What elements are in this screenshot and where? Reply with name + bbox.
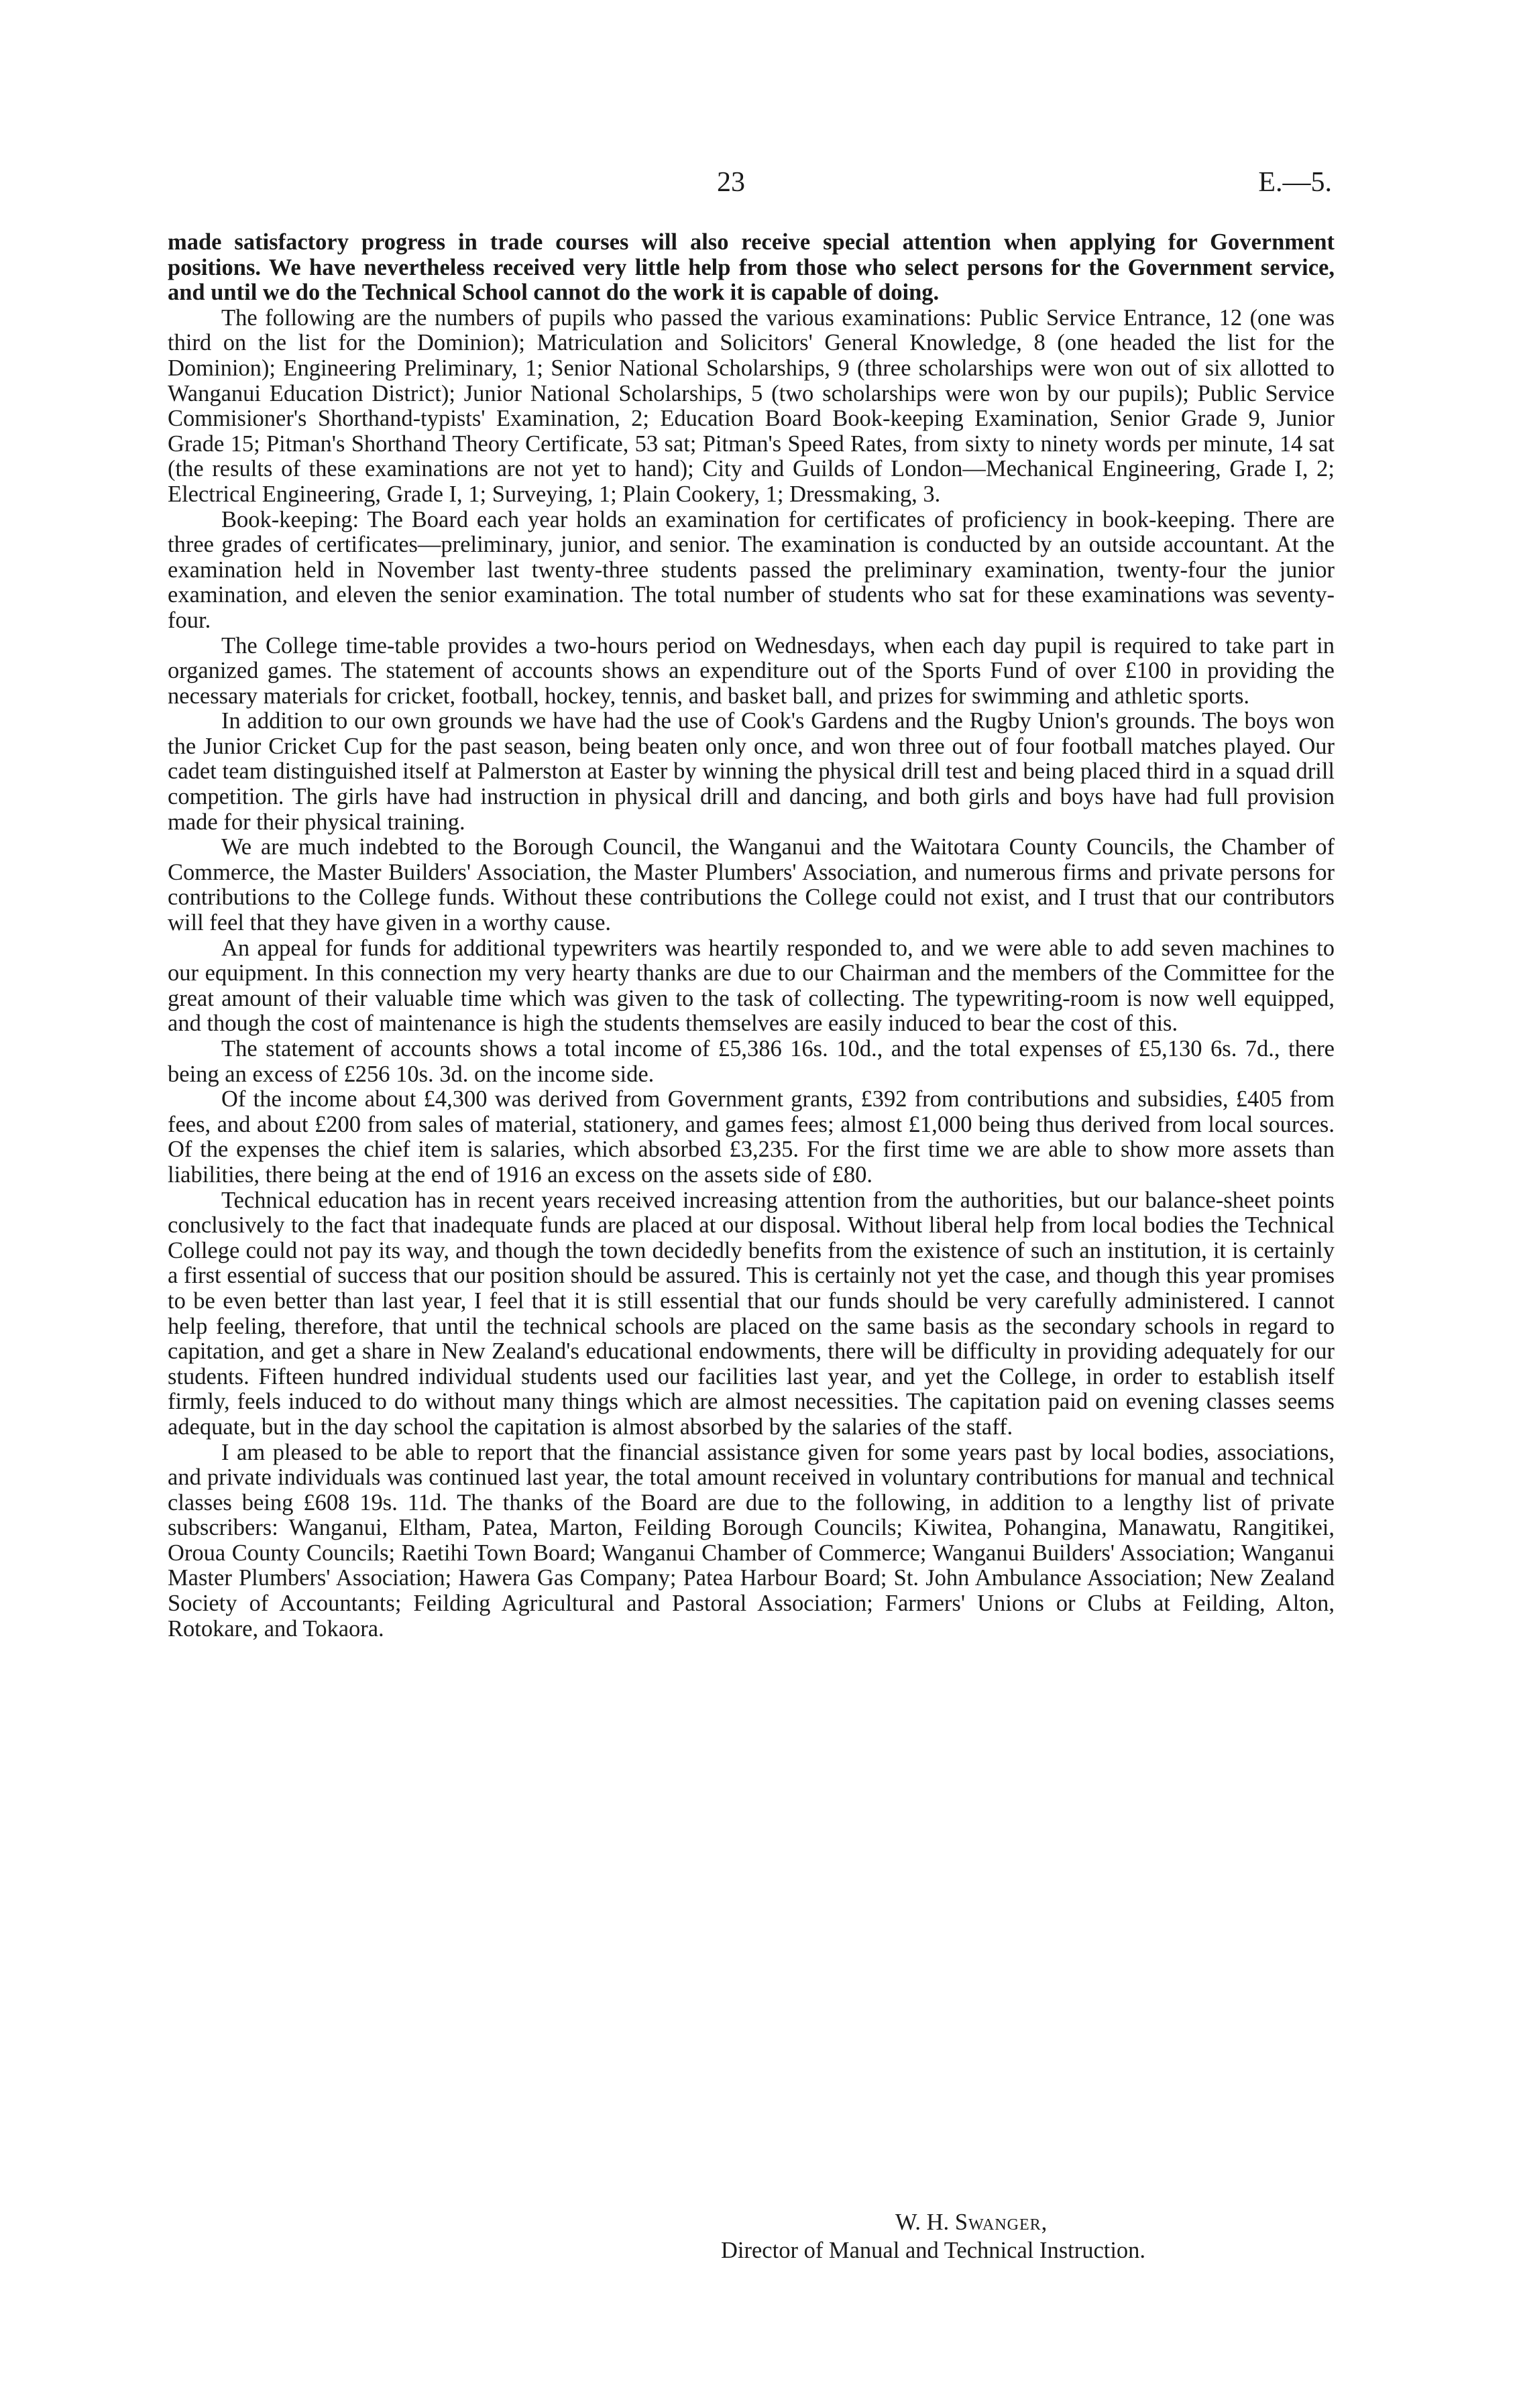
paragraph: We are much indebted to the Borough Council, the Wanganui and the Waitotara County Councils, the Chamber of Commerce, the Master Builders' Association, the Master Plumbers' Association, and numerous firms and private persons for contributions to the College funds. Without these contributions the College could not exist, and I trust that our contributors will feel that they have given in a worthy cause.: [168, 834, 1335, 936]
signature: [895, 2210, 1048, 2236]
report-body: [168, 230, 1335, 1642]
paragraph: The following are the numbers of pupils who passed the various examinations: Public Service Entrance, 12 (one was third on the list for the Dominion); Matriculation and Solicitors' General Knowledge, 8 (one headed the list for the Dominion); Engineering Preliminary, 1; Senior National Scholarships, 9 (three scholarships were won out of six allotted to Wanganui Education District); Junior National Scholarships, 5 (two scholarships were won by our pupils); Public Service Commisioner's Shorthand-typists' Examination, 2; Education Board Book-keeping Examination, Senior Grade 9, Junior Grade 15; Pitman's Shorthand Theory Certificate, 53 sat; Pitman's Speed Rates, from sixty to ninety words per minute, 14 sat (the results of these examinations are not yet to hand); City and Guilds of London—Mechanical Engineering, Grade I, 2; Electrical Engineering, Grade I, 1; Surveying, 1; Plain Cookery, 1; Dressmaking, 3.: [168, 304, 1335, 507]
paragraph: made satisfactory progress in trade courses will also receive special attention when applying for Government positions. We have nevertheless received very little help from those who select persons for the Government service, and until we do the Technical School cannot do the work it is capable of doing.: [168, 229, 1335, 306]
paragraph: Book-keeping: The Board each year holds an examination for certificates of proficiency in book-keeping. There are three grades of certificates—preliminary, junior, and senior. The examination is conducted by an outside accountant. At the examination held in November last twenty-three students passed the preliminary examination, twenty-four the junior examination, and eleven the senior examination. The total number of students who sat for these examinations was seventy-four.: [168, 506, 1335, 633]
document-reference: E.—5.: [1258, 167, 1332, 198]
paragraph: I am pleased to be able to report that the financial assistance given for some years past by local bodies, associations, and private individuals was continued last year, the total amount received in voluntary contributions for manual and technical classes being £608 19s. 11d. The thanks of the Board are due to the following, in addition to a lengthy list of private subscribers: Wanganui, Eltham, Patea, Marton, Feilding Borough Councils; Kiwitea, Pohangina, Manawatu, Rangitikei, Oroua County Councils; Raetihi Town Board; Wanganui Chamber of Commerce; Wanganui Builders' Association; Wanganui Master Plumbers' Association; Hawera Gas Company; Patea Harbour Board; St. John Ambulance Association; New Zealand Society of Accountants; Feilding Agricultural and Pastoral Association; Farmers' Unions or Clubs at Feilding, Alton, Rotokare, and Tokaora.: [168, 1439, 1335, 1642]
signature-surname: Swanger,: [954, 2210, 1048, 2235]
paragraph: Technical education has in recent years received increasing attention from the authorities, but our balance-sheet points conclusively to the fact that inadequate funds are placed at our disposal. Without liberal help from local bodies the Technical College could not pay its way, and though the town decidedly benefits from the existence of such an institution, it is certainly a first essential of success that our position should be assured. This is certainly not yet the case, and though this year promises to be even better than last year, I feel that it is still essential that our funds should be very carefully administered. I cannot help feeling, therefore, that until the technical schools are placed on the same basis as the secondary schools in regard to capitation, and get a share in New Zealand's educational endowments, there will be difficulty in providing adequately for our students. Fifteen hundred individual students used our facilities last year, and yet the College, in order to establish itself firmly, feels induced to do without many things which are almost necessities. The capitation paid on evening classes seems adequate, but in the day school the capitation is almost absorbed by the salaries of the staff.: [168, 1187, 1335, 1440]
paragraph: The statement of accounts shows a total income of £5,386 16s. 10d., and the total expenses of £5,130 6s. 7d., there being an excess of £256 10s. 3d. on the income side.: [168, 1036, 1335, 1087]
signature-initials: W. H.: [895, 2210, 950, 2235]
paragraph: An appeal for funds for additional typewriters was heartily responded to, and we were able to add seven machines to our equipment. In this connection my very hearty thanks are due to our Chairman and the members of the Committee for the great amount of their valuable time which was given to the task of collecting. The typewriting-room is now well equipped, and though the cost of maintenance is high the students themselves are easily induced to bear the cost of this.: [168, 935, 1335, 1037]
signatory-title: Director of Manual and Technical Instruction.: [721, 2238, 1146, 2263]
paragraph: In addition to our own grounds we have had the use of Cook's Gardens and the Rugby Union's grounds. The boys won the Junior Cricket Cup for the past season, being beaten only once, and won three out of four football matches played. Our cadet team distinguished itself at Palmerston at Easter by winning the physical drill test and being placed third in a squad drill competition. The girls have had instruction in physical drill and dancing, and both girls and boys have had full provision made for their physical training.: [168, 708, 1335, 835]
paragraph: Of the income about £4,300 was derived from Government grants, £392 from contributions and subsidies, £405 from fees, and about £200 from sales of material, stationery, and games fees; almost £1,000 being thus derived from local sources. Of the expenses the chief item is salaries, which absorbed £3,235. For the first time we are able to show more assets than liabilities, there being at the end of 1916 an excess on the assets side of £80.: [168, 1086, 1335, 1188]
page-number: 23: [717, 167, 745, 198]
paragraph: The College time-table provides a two-hours period on Wednesdays, when each day pupil is required to take part in organized games. The statement of accounts shows an expenditure out of the Sports Fund of over £100 in providing the necessary materials for cricket, football, hockey, tennis, and basket ball, and prizes for swimming and athletic sports.: [168, 632, 1335, 709]
